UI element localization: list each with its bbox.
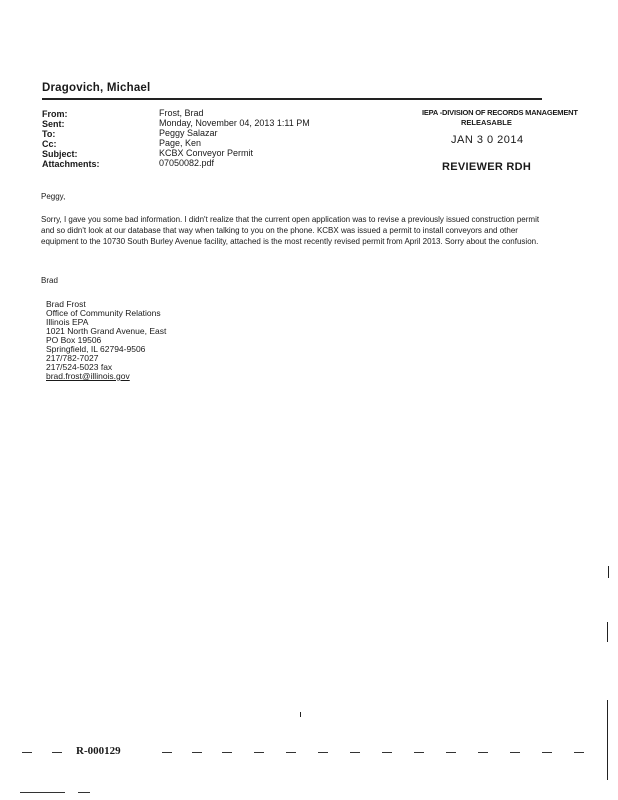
subject-value: KCBX Conveyor Permit xyxy=(159,148,254,158)
sent-label: Sent: xyxy=(42,119,65,129)
message-body: Sorry, I gave you some bad information. I didn't realize that the current open application was to revise a previously issued construction permit and so didn't look at our database that way when talking to you on the phone. KCBX was issued a permit to install conveyors and other equipment to the 10730 South Burley Avenue facility, attached is the most recently revised permit from April 2013. Sorry about the confusion. xyxy=(41,215,540,246)
to-label: To: xyxy=(42,129,56,139)
bates-number: R-000129 xyxy=(76,745,121,757)
cc-value: Page, Ken xyxy=(159,138,202,148)
subject-label: Subject: xyxy=(42,149,78,159)
scan-edge xyxy=(607,700,608,780)
scan-mark xyxy=(608,566,609,578)
signature-street: 1021 North Grand Avenue, East xyxy=(46,326,167,336)
footer-dash xyxy=(78,792,90,793)
signature-fax: 217/524-5023 fax xyxy=(46,362,113,372)
footer-dash xyxy=(162,752,172,753)
from-value: Frost, Brad xyxy=(159,108,204,118)
signature-agency: Illinois EPA xyxy=(46,317,89,327)
stamp-reviewer: REVIEWER RDH xyxy=(442,161,532,173)
footer-dash xyxy=(318,752,328,753)
scan-mark xyxy=(607,622,608,642)
footer-dash xyxy=(22,752,32,753)
footer-dash xyxy=(542,752,552,753)
signature-phone: 217/782-7027 xyxy=(46,353,99,363)
signoff: Brad xyxy=(41,276,58,285)
footer-dash xyxy=(414,752,424,753)
footer-dash xyxy=(350,752,360,753)
from-label: From: xyxy=(42,109,68,119)
footer-dash xyxy=(192,752,202,753)
footer-dash xyxy=(286,752,296,753)
signature-email-link[interactable]: brad.frost@illinois.gov xyxy=(46,371,130,381)
scan-mark xyxy=(300,712,301,717)
footer-dash xyxy=(382,752,392,753)
attachment-filename: 07050082.pdf xyxy=(159,158,215,168)
footer-dash xyxy=(254,752,264,753)
to-value: Peggy Salazar xyxy=(159,128,218,138)
footer-dash xyxy=(478,752,488,753)
footer-dash xyxy=(574,752,584,753)
greeting: Peggy, xyxy=(41,192,66,201)
cc-label: Cc: xyxy=(42,139,57,149)
header-divider xyxy=(42,98,542,100)
stamp-department: IEPA -DIVISION OF RECORDS MANAGEMENT xyxy=(422,108,578,117)
signature-office: Office of Community Relations xyxy=(46,308,161,318)
signature-name: Brad Frost xyxy=(46,299,86,309)
signature-city: Springfield, IL 62794-9506 xyxy=(46,344,146,354)
attachments-label: Attachments: xyxy=(42,159,100,169)
signature-po-box: PO Box 19506 xyxy=(46,335,102,345)
sent-value: Monday, November 04, 2013 1:11 PM xyxy=(159,118,310,128)
footer-dash xyxy=(446,752,456,753)
stamp-status: RELEASABLE xyxy=(461,118,512,127)
stamp-date: JAN 3 0 2014 xyxy=(451,134,524,146)
sender-name: Dragovich, Michael xyxy=(42,82,151,94)
footer-dash xyxy=(20,792,65,793)
footer-dash xyxy=(510,752,520,753)
footer-dash xyxy=(52,752,62,753)
footer-dash xyxy=(222,752,232,753)
